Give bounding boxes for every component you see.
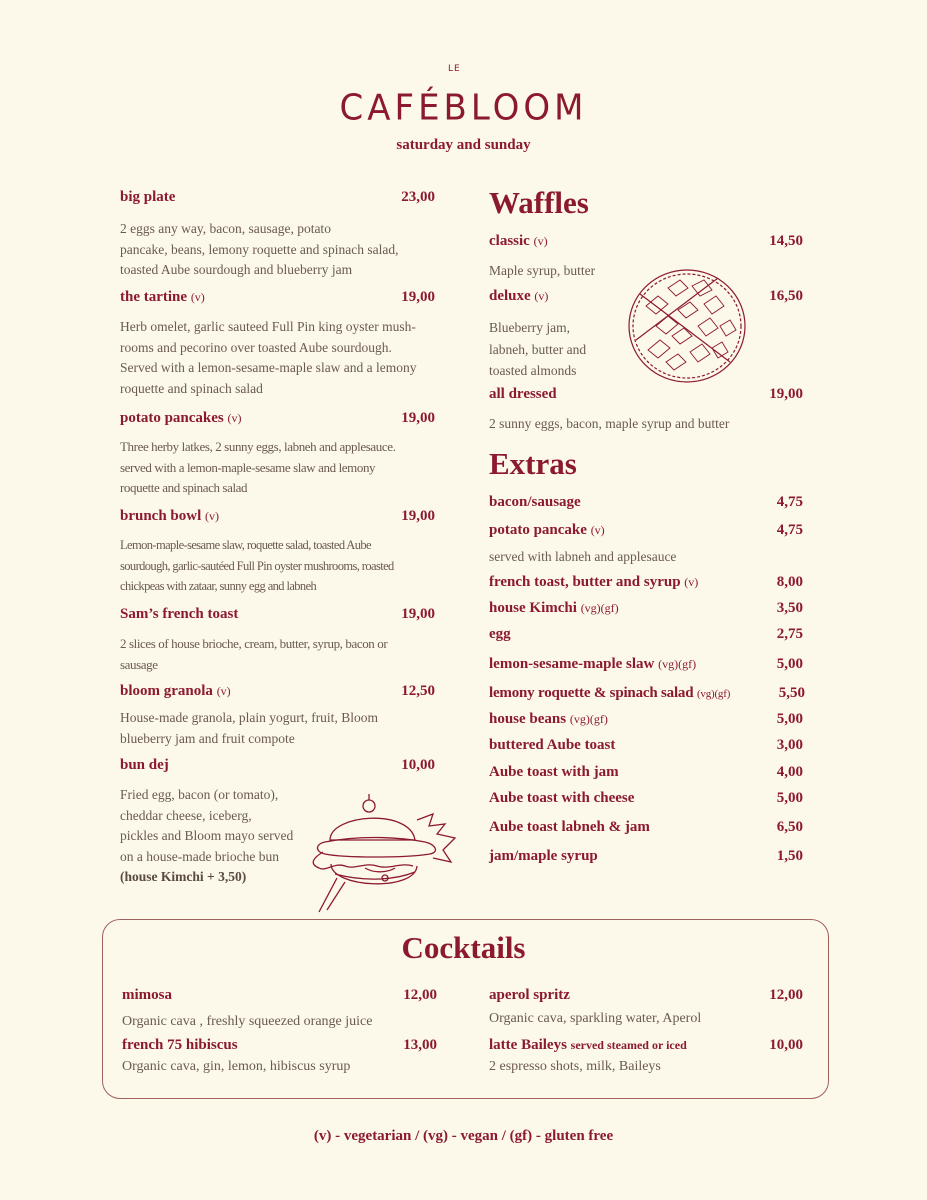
dietary-legend: (v) - vegetarian / (vg) - vegan / (gf) - gluten free (313, 1128, 614, 1144)
section-title-extras: Extras (489, 446, 577, 481)
extra-item-desc: served with labneh and applesauce (489, 549, 677, 564)
menu-item-desc: Herb omelet, garlic sauteed Full Pin king oyster mush- rooms and pecorino over toasted Aube sourdough. Served with a lemon-sesame-maple slaw and a lemony roquette and spinach salad (120, 319, 417, 396)
cocktail-price: 12,00 (403, 987, 437, 1003)
kimchi-addon: (house Kimchi + 3,50) (120, 869, 247, 884)
cocktail-name: mimosa (122, 987, 172, 1003)
extra-item-price: 5,00 (776, 656, 803, 672)
menu-item-name: brunch bowl (v) (120, 508, 220, 524)
cocktail-desc: Organic cava , freshly squeezed orange juice (122, 1014, 373, 1029)
menu-item-price: 19,00 (401, 410, 435, 426)
extra-item-name: house Kimchi (vg)(gf) (489, 600, 619, 616)
menu-item-price: 19,00 (401, 508, 435, 524)
extra-item-name: buttered Aube toast (489, 737, 616, 753)
menu-item-desc: Lemon-maple-sesame slaw, roquette salad, toasted Aube sourdough, garlic-sautéed Full Pin oyster mushrooms, roasted chickpeas with zataar, sunny egg and labneh (120, 538, 394, 593)
menu-item-name: all dressed (489, 386, 557, 402)
menu-item-price: 19,00 (769, 386, 803, 402)
logo-wordmark: CAFÉBLOOM (339, 87, 588, 129)
menu-item-price: 12,50 (401, 683, 435, 699)
extra-item-price: 4,00 (776, 764, 803, 780)
menu-item-desc: Fried egg, bacon (or tomato), cheddar cheese, iceberg, pickles and Bloom mayo served on a house-made brioche bun (house Kimchi + 3,50) (120, 785, 293, 888)
cocktail-note: served steamed or iced (570, 1038, 687, 1052)
cocktail-desc: Organic cava, gin, lemon, hibiscus syrup (122, 1059, 351, 1074)
menu-item-price: 10,00 (401, 757, 435, 773)
menu-item-name: the tartine (v) (120, 289, 205, 305)
menu-item-price: 19,00 (401, 606, 435, 622)
cocktail-name: aperol spritz (489, 987, 570, 1003)
cocktail-desc: Organic cava, sparkling water, Aperol (489, 1011, 702, 1026)
extra-item-name: bacon/sausage (489, 494, 581, 510)
extra-item-name: house beans (vg)(gf) (489, 711, 608, 727)
page-subtitle: saturday and sunday (396, 137, 531, 153)
menu-item-desc: 2 sunny eggs, bacon, maple syrup and butter (489, 416, 730, 431)
menu-item-name: big plate (120, 189, 176, 205)
extra-item-price: 2,75 (776, 626, 803, 642)
extra-item-name: potato pancake (v) (489, 522, 605, 538)
cocktail-desc: 2 espresso shots, milk, Baileys (489, 1059, 661, 1074)
menu-item-name: deluxe (v) (489, 288, 549, 304)
menu-item-desc: House-made granola, plain yogurt, fruit, Bloom blueberry jam and fruit compote (120, 710, 378, 746)
waffle-icon (626, 266, 748, 386)
extra-item-price: 8,00 (776, 574, 803, 590)
menu-item-desc: 2 slices of house brioche, cream, butter, syrup, bacon or sausage (120, 636, 388, 672)
extra-item-name: Aube toast with cheese (489, 790, 635, 806)
extra-item-name: lemony roquette & spinach salad (vg)(gf) (489, 685, 731, 701)
menu-item-desc: Three herby latkes, 2 sunny eggs, labneh and applesauce. served with a lemon-maple-sesame slaw and lemony roquette and spinach salad (120, 439, 396, 495)
extra-item-price: 1,50 (776, 848, 803, 864)
burger-icon (305, 792, 460, 914)
menu-item-desc: Maple syrup, butter (489, 263, 596, 278)
logo-le: LE (448, 64, 461, 74)
extra-item-name: Aube toast with jam (489, 764, 619, 780)
menu-item-name: classic (v) (489, 233, 548, 249)
extra-item-price: 3,50 (776, 600, 803, 616)
extra-item-price: 5,50 (778, 685, 805, 701)
menu-item-price: 23,00 (401, 189, 435, 205)
extra-item-name: egg (489, 626, 511, 642)
extra-item-name: jam/maple syrup (489, 848, 598, 864)
section-title-waffles: Waffles (489, 185, 589, 220)
cocktail-price: 13,00 (403, 1037, 437, 1053)
menu-item-name: Sam’s french toast (120, 606, 239, 622)
extra-item-price: 5,00 (776, 790, 803, 806)
extra-item-price: 4,75 (776, 522, 803, 538)
menu-item-desc: Blueberry jam, labneh, butter and toasted almonds (489, 320, 587, 378)
menu-item-price: 19,00 (401, 289, 435, 305)
menu-item-name: bloom granola (v) (120, 683, 231, 699)
cocktail-price: 12,00 (769, 987, 803, 1003)
extra-item-price: 3,00 (776, 737, 803, 753)
menu-item-desc: 2 eggs any way, bacon, sausage, potato pancake, beans, lemony roquette and spinach salad, toasted Aube sourdough and blueberry jam (120, 221, 399, 277)
section-title-cocktails: Cocktails (401, 930, 526, 965)
cocktail-name: french 75 hibiscus (122, 1037, 238, 1053)
extra-item-name: french toast, butter and syrup (v) (489, 574, 699, 590)
extra-item-price: 4,75 (776, 494, 803, 510)
extra-item-name: lemon-sesame-maple slaw (vg)(gf) (489, 656, 697, 672)
extra-item-price: 5,00 (776, 711, 803, 727)
menu-item-name: bun dej (120, 757, 169, 773)
extra-item-name: Aube toast labneh & jam (489, 819, 650, 835)
menu-item-name: potato pancakes (v) (120, 410, 242, 426)
extra-item-price: 6,50 (776, 819, 803, 835)
menu-item-price: 16,50 (769, 288, 803, 304)
menu-item-price: 14,50 (769, 233, 803, 249)
cocktail-price: 10,00 (769, 1037, 803, 1053)
cocktail-name: latte Baileys served steamed or iced (489, 1037, 687, 1053)
